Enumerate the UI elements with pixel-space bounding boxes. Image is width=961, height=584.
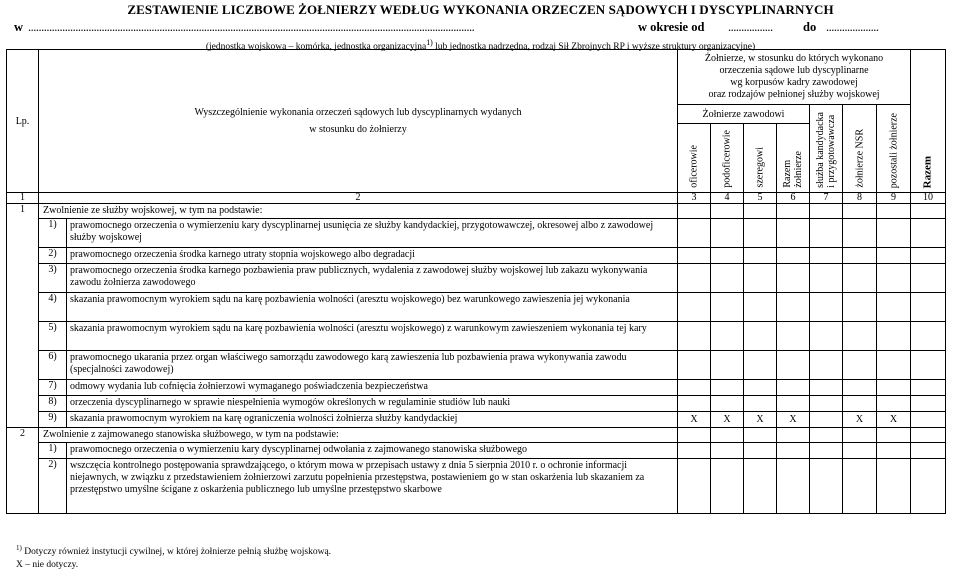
col-header-pozostali — [877, 105, 911, 193]
data-cell[interactable] — [711, 443, 744, 459]
data-cell[interactable] — [911, 380, 946, 396]
unit-note-sup: 1) — [426, 38, 433, 47]
data-cell[interactable] — [744, 428, 777, 443]
data-cell[interactable] — [877, 428, 911, 443]
col-header-sluzba-text: służba kandydacka i przygotowawcza — [815, 112, 837, 188]
data-cell[interactable] — [744, 459, 777, 514]
unit-note-part-a: (jednostka wojskowa – komórka, jednostka organizacyjna — [205, 42, 427, 53]
footnote-1-sup: 1) — [16, 544, 22, 552]
description-header-line1: Wyszczególnienie wykonania orzeczeń sądowych lub dyscyplinarnych wydanych — [194, 107, 522, 118]
data-cell[interactable] — [711, 264, 744, 293]
data-cell[interactable] — [744, 396, 777, 412]
unit-note-part-b: lub jednostka nadrzędna, rodzaj Sił Zbrojnych RP i wyższe struktury organizacyjne) — [432, 42, 756, 53]
col-header-razem-zolnierze — [777, 124, 810, 193]
data-cell[interactable] — [777, 396, 810, 412]
data-cell[interactable] — [777, 248, 810, 264]
data-cell[interactable] — [744, 204, 777, 219]
table-row — [7, 264, 946, 293]
group-header-line: wg korpusów kadry zawodowej — [730, 77, 858, 88]
lp-header: Lp. — [7, 50, 39, 193]
data-cell[interactable] — [911, 412, 946, 428]
table-row — [7, 322, 946, 351]
data-cell[interactable] — [810, 322, 843, 351]
data-cell[interactable] — [678, 428, 711, 443]
data-cell[interactable] — [678, 459, 711, 514]
col-header-pozostali-text: pozostali żołnierze — [888, 112, 900, 188]
data-cell[interactable] — [678, 264, 711, 293]
item-text: wszczęcia kontrolnego postępowania sprawdzającego, o którym mowa w przepisach ustawy z dnia 5 sierpnia 2010 r. o ochronie informacji niejawnych, w związku z przedstawieniem żołnierzowi zarzutu popełnienia przestępstwa, postawieniem go w stan oskarżenia lub skazaniem za przestępstwo umyślne ścigane z oskarżenia publicznego lub umyślne przestępstwo skarbowe — [67, 459, 678, 514]
section-title: Zwolnienie ze służby wojskowej, w tym na podstawie: — [39, 204, 678, 219]
header-row-1 — [7, 50, 946, 105]
data-cell[interactable] — [810, 428, 843, 443]
data-cell[interactable] — [744, 264, 777, 293]
table-row — [7, 412, 946, 428]
data-cell[interactable] — [678, 293, 711, 322]
section-lp: 1 — [7, 204, 39, 428]
column-number: 6 — [777, 193, 810, 204]
item-text: skazania prawomocnym wyrokiem na karę ograniczenia wolności żołnierza służby kandydackiej — [67, 412, 678, 428]
data-cell[interactable] — [911, 396, 946, 412]
group-header — [678, 50, 911, 105]
data-cell[interactable] — [911, 219, 946, 248]
col-header-nsr — [843, 105, 877, 193]
w-label: w — [14, 20, 24, 34]
footnotes — [16, 542, 331, 572]
data-cell[interactable] — [777, 428, 810, 443]
col-header-razem-zolnierze-text: Razem żołnierze — [782, 151, 804, 188]
data-cell[interactable] — [877, 204, 911, 219]
footnote-1-text: Dotyczy również instytucji cywilnej, w której żołnierze pełnią służbę wojskową. — [21, 547, 332, 558]
column-number: 9 — [877, 193, 911, 204]
data-cell[interactable] — [911, 443, 946, 459]
data-cell[interactable] — [678, 380, 711, 396]
data-cell[interactable] — [810, 459, 843, 514]
period-to-fill: .................... — [826, 20, 879, 34]
table-row — [7, 443, 946, 459]
data-cell[interactable] — [777, 322, 810, 351]
data-cell[interactable]: X — [877, 412, 911, 428]
data-cell[interactable] — [877, 293, 911, 322]
data-cell[interactable] — [911, 204, 946, 219]
data-cell[interactable] — [810, 412, 843, 428]
table-row — [7, 248, 946, 264]
data-cell[interactable] — [678, 322, 711, 351]
period-from-label: w okresie od — [638, 20, 705, 34]
column-number: 8 — [843, 193, 877, 204]
item-text: skazania prawomocnym wyrokiem sądu na karę pozbawienia wolności (aresztu wojskowego) bez warunkowego zawieszenia jej wykonania — [67, 293, 678, 322]
data-cell[interactable] — [877, 219, 911, 248]
data-cell[interactable] — [711, 248, 744, 264]
column-number: 3 — [678, 193, 711, 204]
data-cell[interactable] — [877, 248, 911, 264]
data-cell[interactable] — [678, 351, 711, 380]
group-header-line: orzeczenia sądowe lub dyscyplinarne — [719, 65, 869, 76]
table-row — [7, 380, 946, 396]
period-from-fill: ................. — [728, 20, 773, 34]
footnote-2: X – nie dotyczy. — [16, 560, 79, 571]
data-cell[interactable] — [678, 204, 711, 219]
col-header-sluzba — [810, 105, 843, 193]
data-cell[interactable]: X — [711, 412, 744, 428]
data-cell[interactable] — [711, 351, 744, 380]
item-text: prawomocnego ukarania przez organ właściwego samorządu zawodowego karą zawieszenia lub pozbawienia prawa wykonywania zawodu (specjalności zawodowej) — [67, 351, 678, 380]
data-cell[interactable] — [843, 459, 877, 514]
data-cell[interactable] — [744, 248, 777, 264]
section-title: Zwolnienie z zajmowanego stanowiska służbowego, w tym na podstawie: — [39, 428, 678, 443]
data-cell[interactable] — [810, 443, 843, 459]
data-cell[interactable]: X — [777, 412, 810, 428]
item-text: prawomocnego orzeczenia środka karnego utraty stopnia wojskowego albo degradacji — [67, 248, 678, 264]
item-number: 1) — [39, 219, 67, 248]
data-cell[interactable] — [843, 443, 877, 459]
data-cell[interactable] — [843, 428, 877, 443]
section-row — [7, 204, 946, 219]
data-cell[interactable] — [810, 219, 843, 248]
table-row — [7, 219, 946, 248]
item-number: 9) — [39, 412, 67, 428]
col-header-razem-text: Razem — [921, 155, 934, 188]
data-cell[interactable] — [843, 248, 877, 264]
item-number: 7) — [39, 380, 67, 396]
data-cell[interactable] — [843, 219, 877, 248]
section-row — [7, 428, 946, 443]
item-text: prawomocnego orzeczenia środka karnego pozbawienia praw publicznych, wydalenia z zawodowej służby wojskowej lub zakazu wykonywania zawodu żołnierza zawodowego — [67, 264, 678, 293]
table-row — [7, 351, 946, 380]
item-number: 2) — [39, 248, 67, 264]
group-header-line: Żołnierze, w stosunku do których wykonano — [704, 53, 884, 64]
data-cell[interactable] — [678, 219, 711, 248]
data-cell[interactable] — [810, 293, 843, 322]
data-cell[interactable] — [777, 459, 810, 514]
column-number: 1 — [7, 193, 39, 204]
data-cell[interactable] — [911, 351, 946, 380]
data-cell[interactable] — [711, 396, 744, 412]
data-cell[interactable] — [843, 380, 877, 396]
data-cell[interactable] — [678, 443, 711, 459]
data-cell[interactable] — [744, 380, 777, 396]
data-cell[interactable] — [744, 322, 777, 351]
data-cell[interactable] — [911, 248, 946, 264]
data-cell[interactable] — [911, 322, 946, 351]
data-cell[interactable] — [711, 219, 744, 248]
data-cell[interactable] — [810, 380, 843, 396]
data-cell[interactable] — [843, 204, 877, 219]
item-number: 2) — [39, 459, 67, 514]
data-cell[interactable]: X — [678, 412, 711, 428]
description-header — [39, 50, 678, 193]
column-number: 2 — [39, 193, 678, 204]
column-number: 5 — [744, 193, 777, 204]
data-cell[interactable] — [911, 428, 946, 443]
data-cell[interactable] — [744, 293, 777, 322]
data-cell[interactable] — [777, 293, 810, 322]
unit-fill-line: .......................................................................................................................................................................... — [28, 20, 475, 34]
item-number: 5) — [39, 322, 67, 351]
data-cell[interactable] — [744, 351, 777, 380]
item-text: orzeczenia dyscyplinarnego w sprawie niespełnienia wymogów określonych w regulaminie studiów lub nauki — [67, 396, 678, 412]
data-cell[interactable] — [810, 396, 843, 412]
data-cell[interactable] — [744, 443, 777, 459]
data-cell[interactable] — [711, 428, 744, 443]
data-cell[interactable] — [744, 219, 777, 248]
data-cell[interactable] — [777, 380, 810, 396]
column-number-row — [7, 193, 946, 204]
form-title: ZESTAWIENIE LICZBOWE ŻOŁNIERZY WEDŁUG WYKONANIA ORZECZEN SĄDOWYCH I DYSCYPLINARNYCH — [127, 2, 834, 17]
table-row — [7, 293, 946, 322]
data-cell[interactable] — [678, 396, 711, 412]
col-header-nsr-text: żołnierze NSR — [854, 129, 865, 188]
data-cell[interactable] — [911, 459, 946, 514]
data-cell[interactable] — [911, 293, 946, 322]
data-cell[interactable] — [777, 204, 810, 219]
item-text: prawomocnego orzeczenia o wymierzeniu kary dyscyplinarnej odwołania z zajmowanego stanowiska służbowego — [67, 443, 678, 459]
main-table — [6, 49, 946, 514]
col-header-podoficerowie — [711, 124, 744, 193]
item-text: prawomocnego orzeczenia o wymierzeniu kary dyscyplinarnej usunięcia ze służby kandydackiej, przygotowawczej, okresowej albo z zawodowej służby wojskowej — [67, 219, 678, 248]
data-cell[interactable] — [810, 204, 843, 219]
item-text: skazania prawomocnym wyrokiem sądu na karę pozbawienia wolności (aresztu wojskowego) z warunkowym zawieszeniem wykonania tej kary — [67, 322, 678, 351]
data-cell[interactable] — [810, 248, 843, 264]
column-number: 10 — [911, 193, 946, 204]
description-header-line2: w stosunku do żołnierzy — [309, 124, 407, 135]
group-header-line: oraz rodzajów pełnionej służby wojskowej — [708, 89, 880, 100]
data-cell[interactable] — [843, 396, 877, 412]
col-header-podoficerowie-text: podoficerowie — [721, 130, 733, 188]
data-cell[interactable] — [810, 264, 843, 293]
col-header-szeregowi — [744, 124, 777, 193]
col-header-razem — [911, 50, 946, 193]
data-cell[interactable] — [877, 459, 911, 514]
data-cell[interactable] — [843, 351, 877, 380]
data-cell[interactable] — [911, 264, 946, 293]
item-text: odmowy wydania lub cofnięcia żołnierzowi wymaganego poświadczenia bezpieczeństwa — [67, 380, 678, 396]
item-number: 6) — [39, 351, 67, 380]
data-cell[interactable] — [877, 264, 911, 293]
data-cell[interactable] — [877, 351, 911, 380]
item-number: 3) — [39, 264, 67, 293]
data-cell[interactable] — [777, 351, 810, 380]
data-cell[interactable] — [777, 443, 810, 459]
data-cell[interactable] — [711, 459, 744, 514]
data-cell[interactable]: X — [744, 412, 777, 428]
data-cell[interactable] — [711, 204, 744, 219]
col-header-szeregowi-text: szeregowi — [754, 147, 766, 188]
data-cell[interactable] — [678, 248, 711, 264]
data-cell[interactable] — [877, 396, 911, 412]
data-cell[interactable] — [877, 380, 911, 396]
item-number: 8) — [39, 396, 67, 412]
data-cell[interactable] — [843, 293, 877, 322]
table-row — [7, 396, 946, 412]
column-number: 4 — [711, 193, 744, 204]
col-header-oficerowie — [678, 124, 711, 193]
data-cell[interactable] — [711, 322, 744, 351]
data-cell[interactable] — [777, 219, 810, 248]
zawodowi-header: Żołnierze zawodowi — [678, 105, 810, 124]
data-cell[interactable] — [843, 322, 877, 351]
data-cell[interactable] — [777, 264, 810, 293]
table-row — [7, 459, 946, 514]
item-number: 4) — [39, 293, 67, 322]
period-to-label: do — [803, 20, 817, 34]
section-lp: 2 — [7, 428, 39, 514]
column-number: 7 — [810, 193, 843, 204]
data-cell[interactable] — [877, 443, 911, 459]
data-cell[interactable] — [810, 351, 843, 380]
item-number: 1) — [39, 443, 67, 459]
data-cell[interactable] — [711, 380, 744, 396]
data-cell[interactable] — [711, 293, 744, 322]
footnote-1 — [16, 542, 331, 559]
data-cell[interactable] — [877, 322, 911, 351]
col-header-oficerowie-text: oficerowie — [688, 145, 700, 188]
data-cell[interactable] — [843, 264, 877, 293]
data-cell[interactable]: X — [843, 412, 877, 428]
